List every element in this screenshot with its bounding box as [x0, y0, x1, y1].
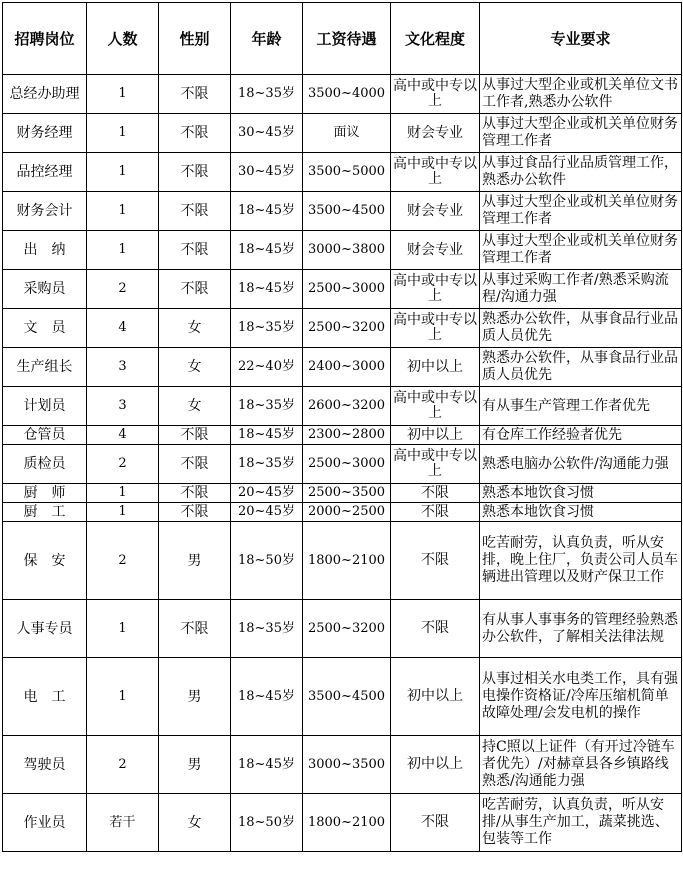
cell-position: 驾驶员 — [3, 736, 87, 794]
cell-requirement: 熟悉本地饮食习惯 — [480, 503, 682, 522]
cell-education: 初中以上 — [391, 736, 480, 794]
cell-salary: 2500~3500 — [303, 484, 391, 503]
cell-age: 18~45岁 — [231, 736, 303, 794]
cell-salary: 2500~3200 — [303, 600, 391, 658]
cell-count: 1 — [87, 153, 159, 192]
cell-education: 高中或中专以上 — [391, 75, 480, 114]
cell-count: 1 — [87, 484, 159, 503]
cell-education: 不限 — [391, 794, 480, 852]
header-count: 人数 — [87, 3, 159, 75]
cell-requirement: 吃苦耐劳，认真负责，听从安排/从事生产加工，蔬菜挑选、包装等工作 — [480, 794, 682, 852]
cell-requirement: 熟悉办公软件，从事食品行业品质人员优先 — [480, 348, 682, 387]
table-row — [3, 445, 682, 484]
cell-gender: 不限 — [159, 231, 231, 270]
cell-salary: 2300~2800 — [303, 426, 391, 445]
cell-salary: 2600~3200 — [303, 387, 391, 426]
header-age: 年龄 — [231, 3, 303, 75]
cell-age: 18~35岁 — [231, 387, 303, 426]
cell-salary: 2500~3000 — [303, 445, 391, 484]
cell-salary: 1800~2100 — [303, 522, 391, 600]
table-row — [3, 348, 682, 387]
cell-education: 不限 — [391, 503, 480, 522]
table-row — [3, 192, 682, 231]
cell-education: 高中或中专以上 — [391, 387, 480, 426]
table-row — [3, 231, 682, 270]
cell-position: 出 纳 — [3, 231, 87, 270]
cell-position: 仓管员 — [3, 426, 87, 445]
cell-requirement: 熟悉本地饮食习惯 — [480, 484, 682, 503]
cell-age: 18~45岁 — [231, 192, 303, 231]
cell-requirement: 持C照以上证件（有开过冷链车者优先）/对赫章县各乡镇路线熟悉/沟通能力强 — [480, 736, 682, 794]
header-education: 文化程度 — [391, 3, 480, 75]
cell-count: 若干 — [87, 794, 159, 852]
cell-gender: 男 — [159, 658, 231, 736]
cell-count: 1 — [87, 600, 159, 658]
cell-salary: 2400~3000 — [303, 348, 391, 387]
table-row — [3, 270, 682, 309]
cell-requirement: 吃苦耐劳，认真负责，听从安排，晚上住厂，负责公司人员车辆进出管理以及财产保卫工作 — [480, 522, 682, 600]
recruitment-table — [2, 2, 682, 852]
header-row — [3, 3, 682, 75]
cell-position: 厨 师 — [3, 484, 87, 503]
cell-count: 4 — [87, 426, 159, 445]
cell-position: 作业员 — [3, 794, 87, 852]
cell-age: 18~45岁 — [231, 426, 303, 445]
cell-education: 财会专业 — [391, 192, 480, 231]
cell-requirement: 从事过大型企业或机关单位财务管理工作者 — [480, 231, 682, 270]
cell-age: 30~45岁 — [231, 153, 303, 192]
cell-gender: 不限 — [159, 503, 231, 522]
cell-position: 总经办助理 — [3, 75, 87, 114]
table-row — [3, 503, 682, 522]
cell-salary: 3000~3800 — [303, 231, 391, 270]
cell-position: 文 员 — [3, 309, 87, 348]
cell-salary: 3500~4500 — [303, 192, 391, 231]
cell-gender: 不限 — [159, 445, 231, 484]
cell-requirement: 有仓库工作经验者优先 — [480, 426, 682, 445]
cell-gender: 不限 — [159, 75, 231, 114]
cell-position: 保 安 — [3, 522, 87, 600]
cell-position: 财务经理 — [3, 114, 87, 153]
table-row — [3, 736, 682, 794]
cell-age: 18~50岁 — [231, 522, 303, 600]
table-row — [3, 600, 682, 658]
cell-gender: 女 — [159, 309, 231, 348]
cell-gender: 不限 — [159, 114, 231, 153]
cell-gender: 不限 — [159, 484, 231, 503]
cell-salary: 3500~4500 — [303, 658, 391, 736]
cell-salary: 2000~2500 — [303, 503, 391, 522]
table-row — [3, 309, 682, 348]
cell-count: 2 — [87, 736, 159, 794]
cell-education: 高中或中专以上 — [391, 445, 480, 484]
cell-education: 不限 — [391, 484, 480, 503]
cell-education: 高中或中专以上 — [391, 309, 480, 348]
cell-position: 厨 工 — [3, 503, 87, 522]
cell-age: 18~35岁 — [231, 309, 303, 348]
cell-gender: 不限 — [159, 270, 231, 309]
cell-requirement: 从事过采购工作者/熟悉采购流程/沟通力强 — [480, 270, 682, 309]
cell-age: 18~35岁 — [231, 75, 303, 114]
recruitment-table-wrapper — [2, 2, 682, 852]
cell-count: 3 — [87, 348, 159, 387]
cell-position: 品控经理 — [3, 153, 87, 192]
cell-position: 生产组长 — [3, 348, 87, 387]
table-row — [3, 522, 682, 600]
cell-salary: 3000~3500 — [303, 736, 391, 794]
table-row — [3, 484, 682, 503]
cell-gender: 女 — [159, 387, 231, 426]
cell-count: 1 — [87, 192, 159, 231]
cell-gender: 不限 — [159, 600, 231, 658]
table-row — [3, 794, 682, 852]
cell-count: 1 — [87, 658, 159, 736]
cell-education: 初中以上 — [391, 658, 480, 736]
cell-requirement: 从事过相关水电类工作，具有强电操作资格证/冷库压缩机简单故障处理/会发电机的操作 — [480, 658, 682, 736]
cell-count: 2 — [87, 270, 159, 309]
cell-count: 2 — [87, 445, 159, 484]
cell-age: 18~45岁 — [231, 658, 303, 736]
cell-requirement: 从事过食品行业品质管理工作，熟悉办公软件 — [480, 153, 682, 192]
cell-education: 财会专业 — [391, 114, 480, 153]
header-position: 招聘岗位 — [3, 3, 87, 75]
cell-count: 2 — [87, 522, 159, 600]
table-row — [3, 75, 682, 114]
cell-requirement: 熟悉办公软件，从事食品行业品质人员优先 — [480, 309, 682, 348]
table-row — [3, 387, 682, 426]
cell-salary: 面议 — [303, 114, 391, 153]
cell-requirement: 有从事生产管理工作者优先 — [480, 387, 682, 426]
cell-requirement: 熟悉电脑办公软件/沟通能力强 — [480, 445, 682, 484]
cell-age: 18~45岁 — [231, 270, 303, 309]
cell-education: 高中或中专以上 — [391, 270, 480, 309]
cell-age: 18~45岁 — [231, 231, 303, 270]
cell-requirement: 有从事人事事务的管理经验熟悉办公软件，了解相关法律法规 — [480, 600, 682, 658]
cell-age: 18~35岁 — [231, 600, 303, 658]
header-requirement: 专业要求 — [480, 3, 682, 75]
table-row — [3, 153, 682, 192]
cell-gender: 男 — [159, 736, 231, 794]
cell-gender: 不限 — [159, 426, 231, 445]
cell-education: 高中或中专以上 — [391, 153, 480, 192]
cell-education: 财会专业 — [391, 231, 480, 270]
cell-gender: 不限 — [159, 153, 231, 192]
cell-gender: 男 — [159, 522, 231, 600]
cell-count: 1 — [87, 75, 159, 114]
cell-salary: 2500~3200 — [303, 309, 391, 348]
cell-gender: 女 — [159, 794, 231, 852]
cell-requirement: 从事过大型企业或机关单位文书工作者,熟悉办公软件 — [480, 75, 682, 114]
cell-education: 不限 — [391, 600, 480, 658]
cell-position: 电 工 — [3, 658, 87, 736]
table-row — [3, 426, 682, 445]
table-row — [3, 114, 682, 153]
cell-count: 3 — [87, 387, 159, 426]
cell-age: 18~35岁 — [231, 445, 303, 484]
header-gender: 性别 — [159, 3, 231, 75]
cell-salary: 3500~5000 — [303, 153, 391, 192]
cell-salary: 2500~3000 — [303, 270, 391, 309]
cell-age: 20~45岁 — [231, 484, 303, 503]
cell-age: 20~45岁 — [231, 503, 303, 522]
cell-requirement: 从事过大型企业或机关单位财务管理工作者 — [480, 114, 682, 153]
cell-age: 22~40岁 — [231, 348, 303, 387]
cell-count: 1 — [87, 231, 159, 270]
cell-gender: 不限 — [159, 192, 231, 231]
cell-education: 初中以上 — [391, 426, 480, 445]
cell-count: 1 — [87, 114, 159, 153]
cell-requirement: 从事过大型企业或机关单位财务管理工作者 — [480, 192, 682, 231]
table-body — [3, 75, 682, 852]
cell-salary: 3500~4000 — [303, 75, 391, 114]
cell-age: 30~45岁 — [231, 114, 303, 153]
header-salary: 工资待遇 — [303, 3, 391, 75]
cell-salary: 1800~2100 — [303, 794, 391, 852]
cell-position: 质检员 — [3, 445, 87, 484]
cell-position: 计划员 — [3, 387, 87, 426]
cell-gender: 女 — [159, 348, 231, 387]
cell-education: 不限 — [391, 522, 480, 600]
cell-education: 初中以上 — [391, 348, 480, 387]
cell-position: 人事专员 — [3, 600, 87, 658]
cell-count: 4 — [87, 309, 159, 348]
table-row — [3, 658, 682, 736]
cell-position: 财务会计 — [3, 192, 87, 231]
cell-position: 采购员 — [3, 270, 87, 309]
cell-age: 18~50岁 — [231, 794, 303, 852]
cell-count: 1 — [87, 503, 159, 522]
